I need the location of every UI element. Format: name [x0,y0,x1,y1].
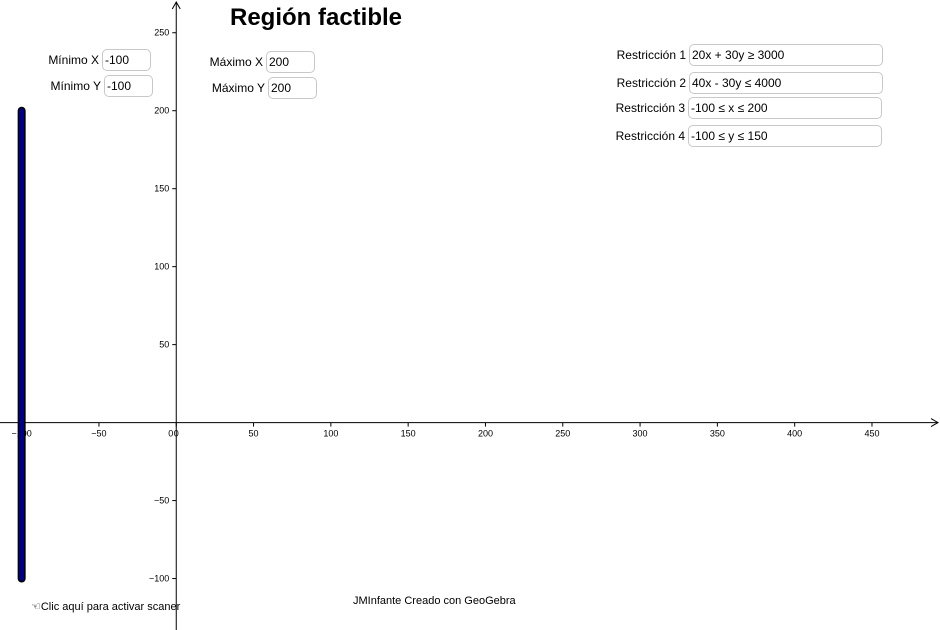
y-tick-label: −100 [148,573,170,584]
x-tick-label: 250 [555,428,571,439]
y-tick-label: 50 [159,339,170,350]
y-tick-label: 250 [154,27,170,38]
max-y-label: Máximo Y [211,81,265,95]
scanner-button[interactable]: ☜Clic aquí para activar scaner [31,601,181,613]
y-tick-label: 150 [154,183,170,194]
restriccion-2-label: Restricción 2 [616,76,686,90]
restriccion-2-field [608,71,883,95]
x-tick-label: 350 [709,428,725,439]
min-x-input[interactable] [102,49,151,71]
min-x-field [44,48,151,72]
min-y-label: Mínimo Y [50,79,101,93]
restriccion-4-field [608,124,882,148]
x-tick-label: 300 [632,428,648,439]
restriccion-1-label: Restricción 1 [616,48,686,62]
x-tick-label: 400 [787,428,803,439]
max-x-input[interactable] [266,51,315,73]
x-tick-label: 150 [400,428,416,439]
x-tick-label: −100 [11,428,32,439]
restriccion-1-field [608,43,883,67]
x-tick-label: 200 [477,428,493,439]
x-tick-label: 100 [323,428,339,439]
max-x-field [205,50,315,74]
x-tick-label: 0 [173,428,179,439]
y-tick-label: 200 [154,105,170,116]
restriccion-1-input[interactable] [689,44,883,66]
max-y-field [205,76,317,100]
y-tick-label: −50 [153,495,170,506]
max-y-input[interactable] [268,77,317,99]
min-y-field [44,74,153,98]
page-title: Región factible [230,4,403,31]
origin-label: 0 [168,428,174,439]
restriccion-3-label: Restricción 3 [615,101,685,115]
x-tick-label: 50 [248,428,259,439]
restriccion-4-label: Restricción 4 [615,129,685,143]
x-tick-label: 450 [864,428,880,439]
max-x-label: Máximo X [209,55,263,69]
restriccion-4-input[interactable] [688,125,882,147]
min-x-label: Mínimo X [48,53,99,67]
credit-text: JMInfante Creado con GeoGebra [353,595,516,607]
restriccion-2-input[interactable] [689,72,883,94]
min-y-input[interactable] [104,75,153,97]
y-tick-label: 100 [154,261,170,272]
restriccion-3-field [608,96,882,120]
x-tick-label: −50 [91,428,107,439]
restriccion-3-input[interactable] [688,97,882,119]
